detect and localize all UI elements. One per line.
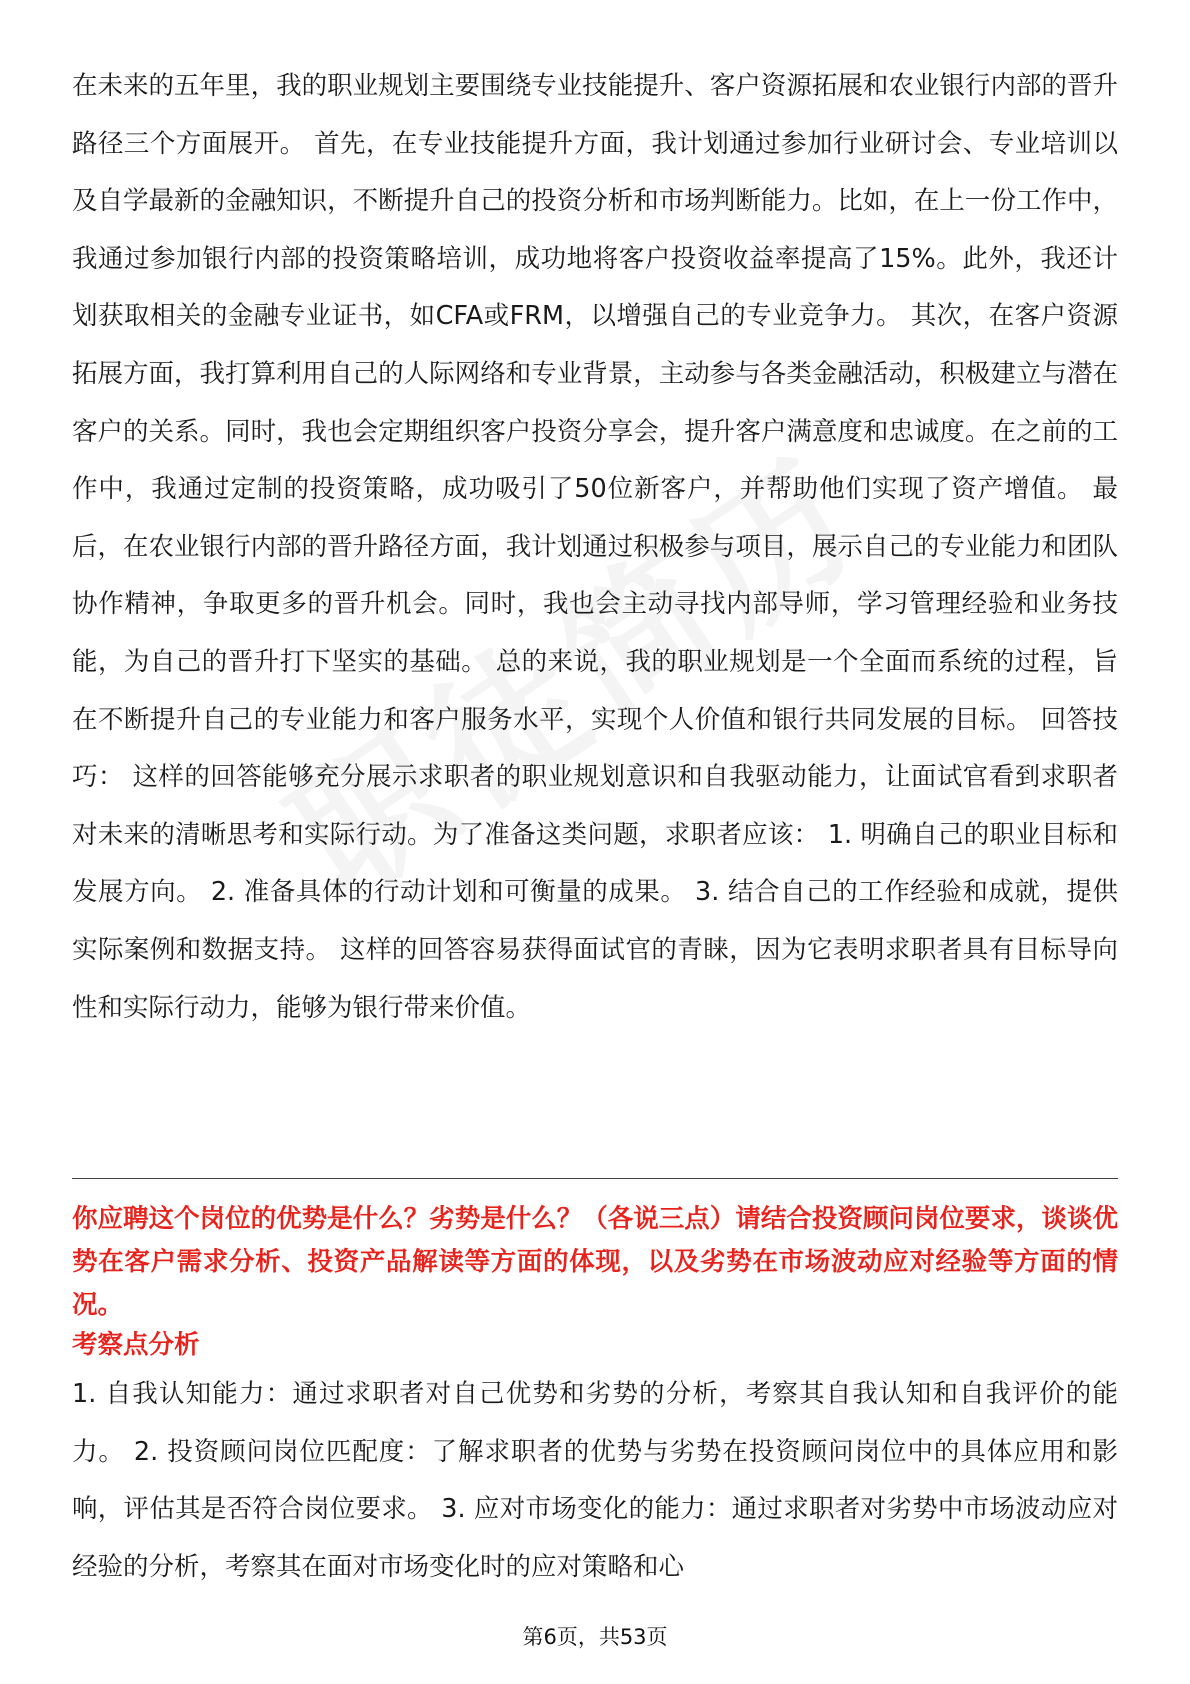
answer-body [72,58,1118,1037]
analysis-heading: 考察点分析 [72,1330,200,1360]
analysis-paragraph: 1. 自我认知能力：通过求职者对自己优势和劣势的分析，考察其自我认知和自我评价的能力。 2. 投资顾问岗位匹配度：了解求职者的优势与劣势在投资顾问岗位中的具体应用和影响，评估其是否符合岗位要求。 3. 应对市场变化的能力：通过求职者对劣势中市场波动应对经验的分析，考察其在面对市场变化时的应对策略和心 [72,1379,1118,1582]
answer-paragraph: 在未来的五年里，我的职业规划主要围绕专业技能提升、客户资源拓展和农业银行内部的晋升路径三个方面展开。 首先，在专业技能提升方面，我计划通过参加行业研讨会、专业培训以及自学最新的金融知识，不断提升自己的投资分析和市场判断能力。比如，在上一份工作中，我通过参加银行内部的投资策略培训，成功地将客户投资收益率提高了15%。此外，我还计划获取相关的金融专业证书，如CFA或FRM，以增强自己的专业竞争力。 其次，在客户资源拓展方面，我打算利用自己的人际网络和专业背景，主动参与各类金融活动，积极建立与潜在客户的关系。同时，我也会定期组织客户投资分享会，提升客户满意度和忠诚度。在之前的工作中，我通过定制的投资策略，成功吸引了50位新客户，并帮助他们实现了资产增值。 最后，在农业银行内部的晋升路径方面，我计划通过积极参与项目，展示自己的专业能力和团队协作精神，争取更多的晋升机会。同时，我也会主动寻找内部导师，学习管理经验和业务技能，为自己的晋升打下坚实的基础。 总的来说，我的职业规划是一个全面而系统的过程，旨在不断提升自己的专业能力和客户服务水平，实现个人价值和银行共同发展的目标。 回答技巧： 这样的回答能够充分展示求职者的职业规划意识和自我驱动能力，让面试官看到求职者对未来的清晰思考和实际行动。为了准备这类问题，求职者应该： 1. 明确自己的职业目标和发展方向。 2. 准备具体的行动计划和可衡量的成果。 3. 结合自己的工作经验和成就，提供实际案例和数据支持。 这样的回答容易获得面试官的青睐，因为它表明求职者具有目标导向性和实际行动力，能够为银行带来价值。 [72,71,1118,1023]
page-footer: 第6页，共53页 [522,1625,668,1649]
interview-question: 你应聘这个岗位的优势是什么？劣势是什么？（各说三点）请结合投资顾问岗位要求，谈谈优势在客户需求分析、投资产品解读等方面的体现，以及劣势在市场波动应对经验等方面的情况。 [72,1204,1118,1320]
section-divider [72,1178,1118,1179]
